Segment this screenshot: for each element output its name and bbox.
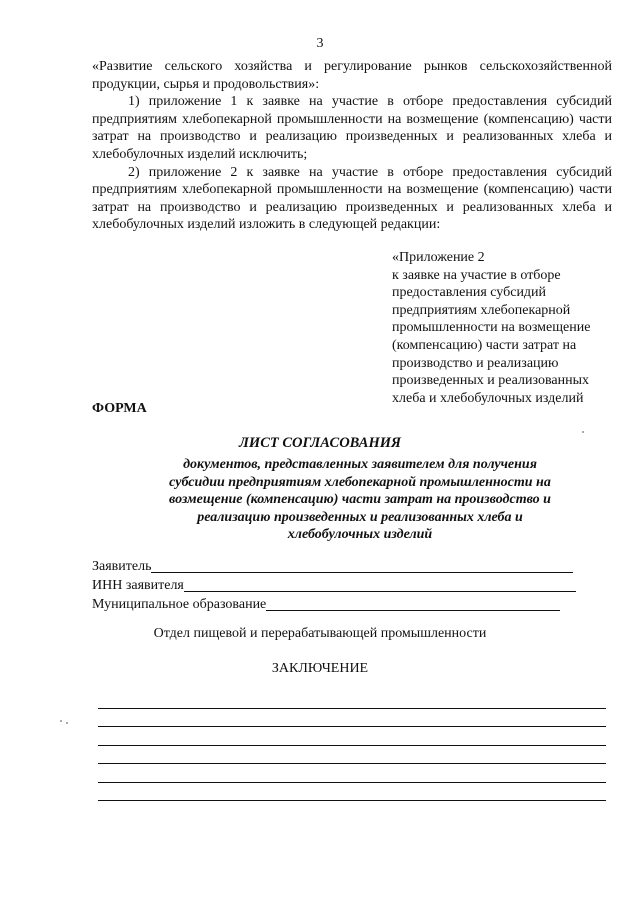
conclusion-blank-line[interactable] <box>98 709 606 728</box>
conclusion-blank-line[interactable] <box>98 746 606 765</box>
annex-line: (компенсацию) части затрат на <box>392 337 577 353</box>
sheet-subtitle-line: документов, представленных заявителем для получения <box>183 457 537 472</box>
municipality-label: Муниципальное образование <box>92 597 267 612</box>
scan-speck <box>60 720 62 722</box>
annex-line: производство и реализацию <box>392 355 559 371</box>
annex-line: предоставления субсидий <box>392 285 547 301</box>
conclusion-title: ЗАКЛЮЧЕНИЕ <box>271 661 369 676</box>
intro-paragraph-program: «Развитие сельского хозяйства и регулирование рынков сельскохозяйственной продукции, сырья и продовольствия»: <box>92 59 612 92</box>
conclusion-blank-line[interactable] <box>98 764 606 783</box>
annex-line: «Приложение 2 <box>392 250 485 265</box>
annex-line: произведенных и реализованных <box>392 373 589 389</box>
scan-speck <box>66 722 68 724</box>
annex-line: к заявке на участие в отборе <box>392 267 561 283</box>
annex-heading <box>392 249 622 407</box>
intro-text <box>92 58 612 234</box>
municipality-blank-line[interactable] <box>266 596 560 611</box>
conclusion-blank-line[interactable] <box>98 727 606 746</box>
annex-line: промышленности на возмещение <box>392 320 591 336</box>
municipality-field-row <box>92 595 612 614</box>
scan-speck <box>582 431 584 433</box>
conclusion-blank-line[interactable] <box>98 690 606 709</box>
intro-paragraph-item-1: 1) приложение 1 к заявке на участие в отборе предоставления субсидий предприятиям хлебопекарной промышленности на возмещение (компенсацию) части затрат на производство и реализацию произведенных и реализованных хлеба и хлебобулочных изделий исключить; <box>92 94 612 162</box>
applicant-label: Заявитель <box>92 559 152 574</box>
sheet-subtitle-line: реализацию произведенных и реализованных хлеба и <box>197 509 523 525</box>
conclusion-lines <box>98 690 606 801</box>
department-name: Отдел пищевой и перерабатывающей промышленности <box>153 626 487 641</box>
inn-field-row <box>92 576 612 595</box>
annex-line: хлеба и хлебобулочных изделий <box>392 390 584 406</box>
sheet-subtitle <box>120 456 600 544</box>
sheet-subtitle-line: субсидии предприятиям хлебопекарной промышленности на <box>169 474 551 490</box>
applicant-field-row <box>92 557 612 576</box>
annex-line: предприятиям хлебопекарной <box>392 302 571 318</box>
applicant-fields <box>92 557 612 614</box>
sheet-title: ЛИСТ СОГЛАСОВАНИЯ <box>238 435 402 451</box>
inn-blank-line[interactable] <box>184 577 576 592</box>
intro-paragraph-item-2: 2) приложение 2 к заявке на участие в отборе предоставления субсидий предприятиям хлебопекарной промышленности на возмещение (компенсацию) части затрат на производство и реализацию произведенных и реализованных хлеба и хлебобулочных изделий изложить в следующей редакции: <box>92 164 612 233</box>
applicant-blank-line[interactable] <box>151 558 573 573</box>
sheet-subtitle-line: хлебобулочных изделий <box>287 527 433 542</box>
page-number: 3 <box>316 36 324 51</box>
conclusion-blank-line[interactable] <box>98 783 606 802</box>
sheet-subtitle-line: возмещение (компенсацию) части затрат на производство и <box>169 492 551 507</box>
form-label: ФОРМА <box>92 401 147 416</box>
inn-label: ИНН заявителя <box>92 578 184 593</box>
